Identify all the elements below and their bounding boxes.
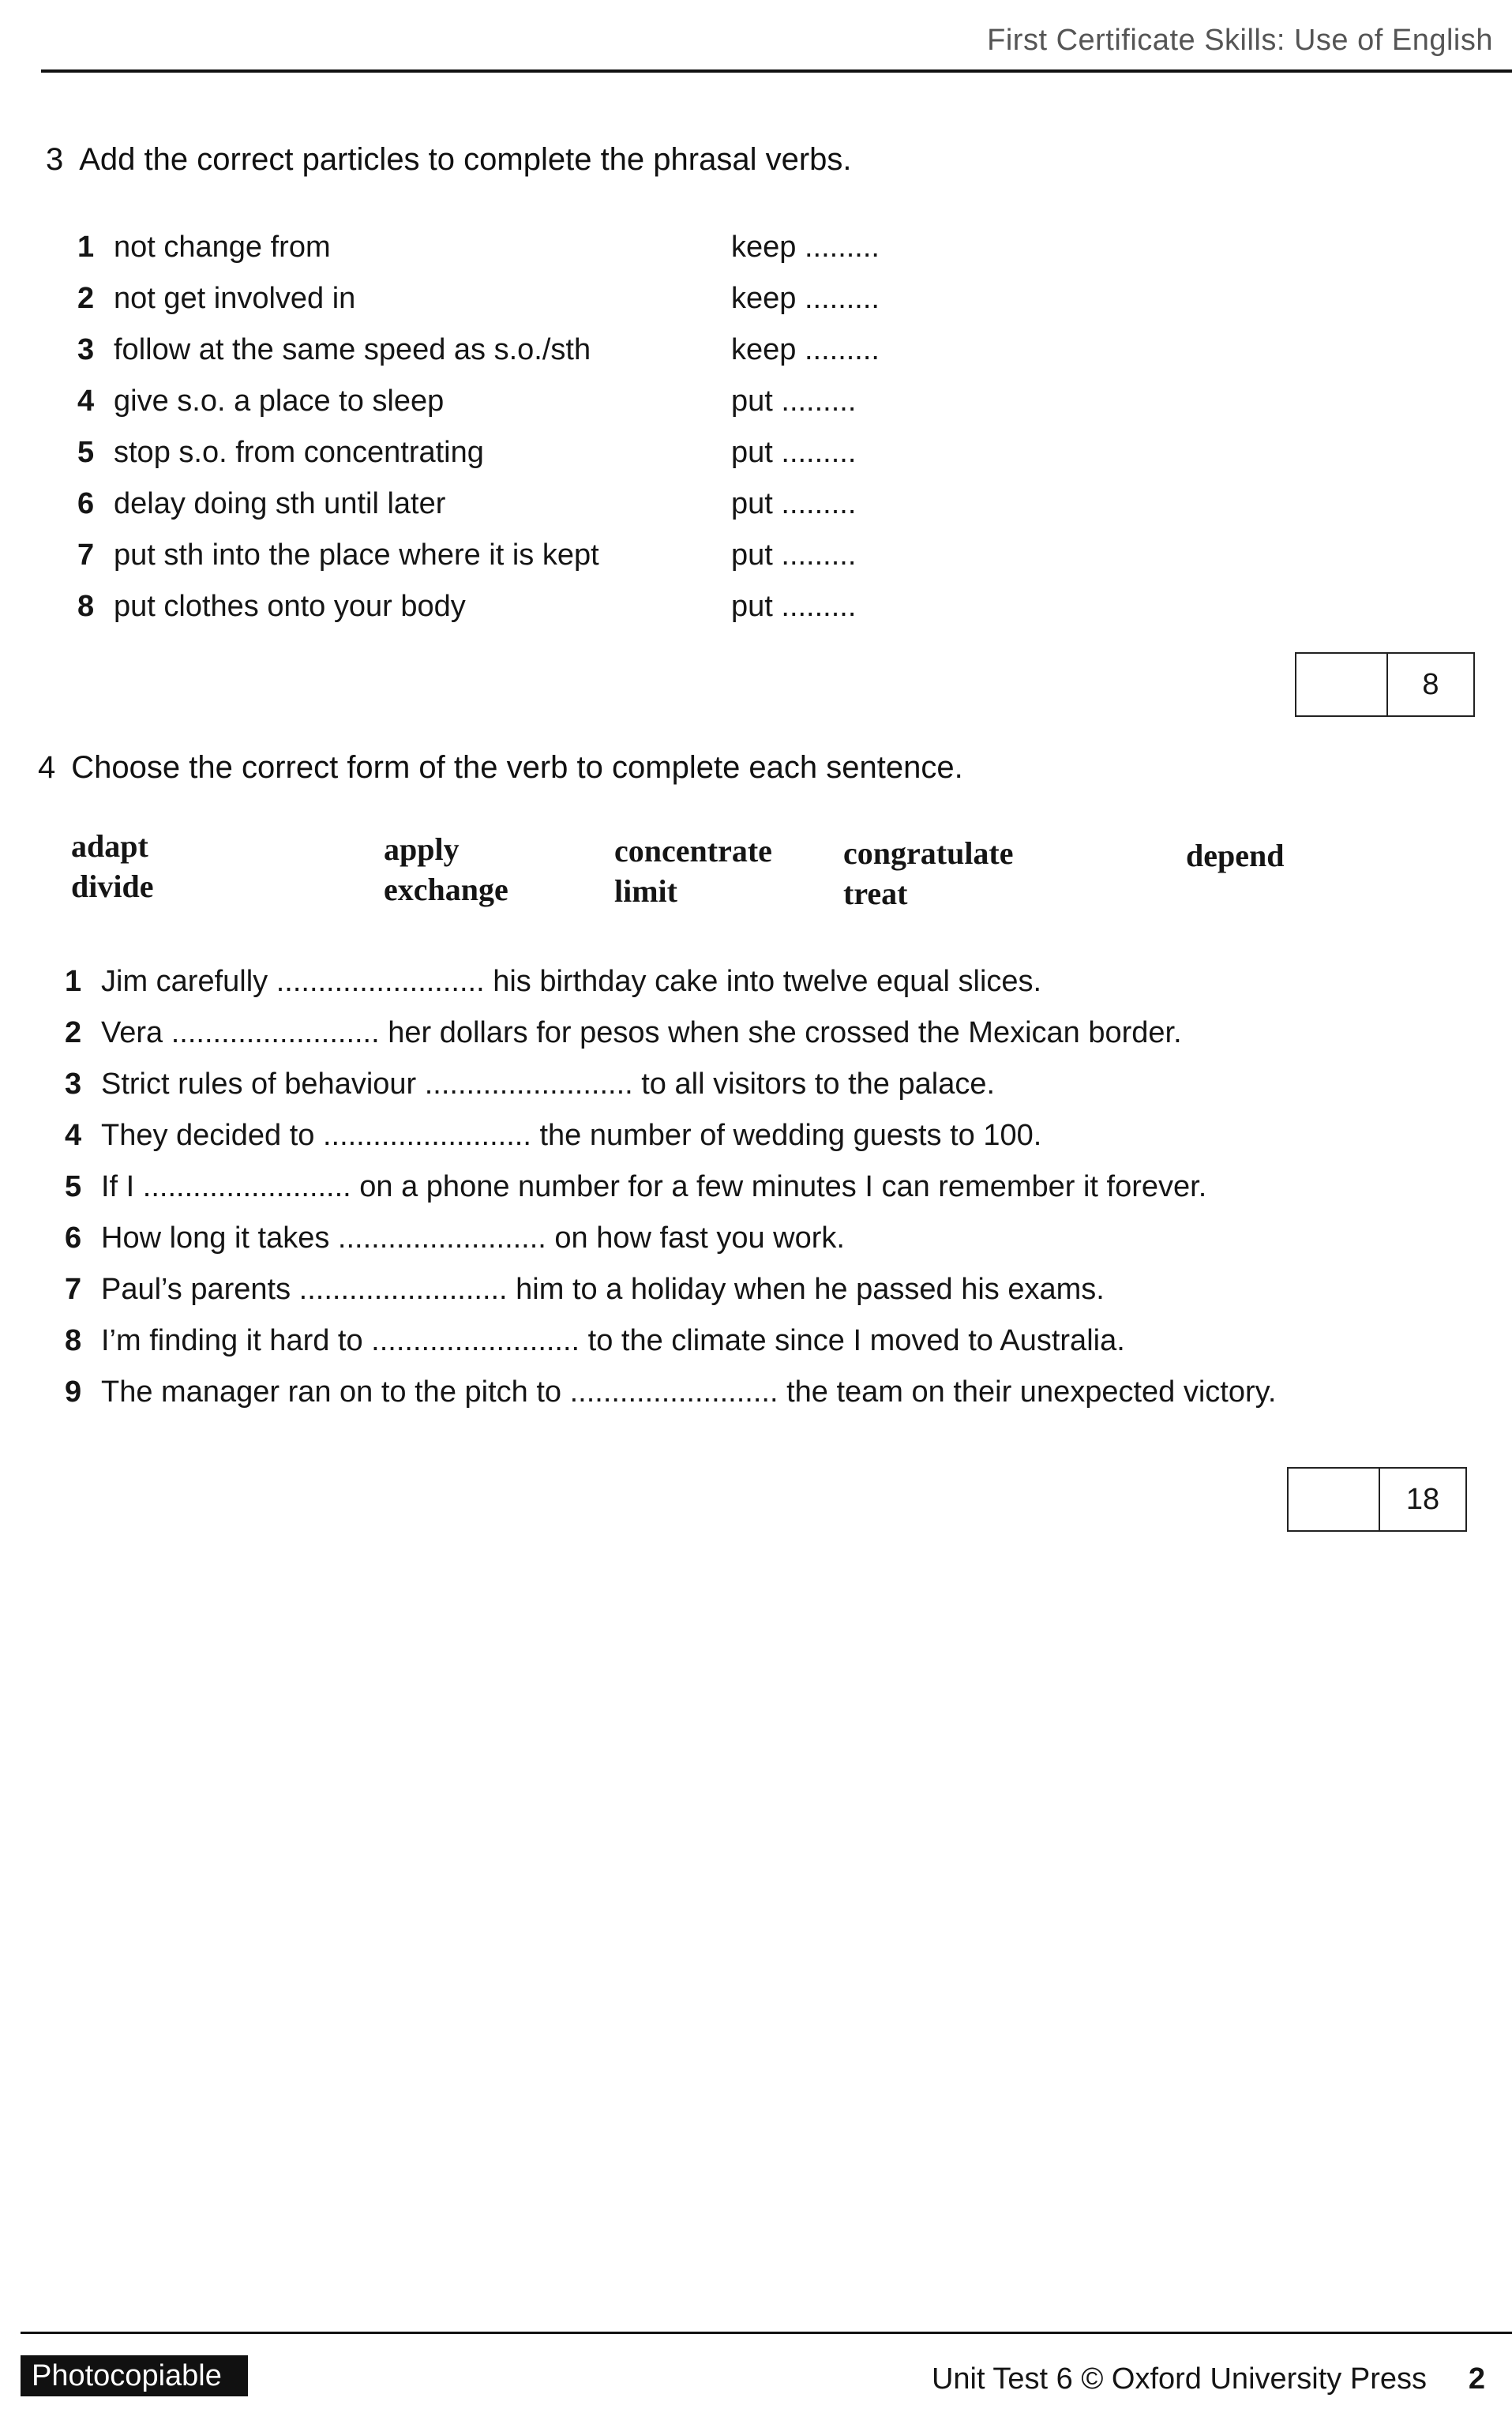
item-sentence: Vera ......................... her dollars for pesos when she crossed the Mexican border. bbox=[101, 1016, 1182, 1049]
item-sentence: The manager ran on to the pitch to ......................... the team on their unexpected victory. bbox=[101, 1375, 1277, 1409]
list-item bbox=[77, 381, 1104, 421]
list-item bbox=[65, 1116, 1041, 1155]
item-answer-blank: put ......... bbox=[731, 590, 857, 623]
list-item bbox=[65, 1064, 995, 1104]
item-answer-blank: keep ......... bbox=[731, 231, 880, 264]
item-number: 9 bbox=[65, 1375, 82, 1409]
item-number: 5 bbox=[77, 436, 95, 469]
exercise-4-number: 4 bbox=[38, 750, 56, 785]
item-answer-blank: put ......... bbox=[731, 385, 857, 418]
list-item bbox=[65, 1270, 1105, 1309]
word-option: apply bbox=[384, 831, 460, 867]
item-number: 8 bbox=[65, 1324, 82, 1357]
list-item bbox=[77, 484, 1104, 523]
word-option: treat bbox=[843, 876, 908, 911]
score-input-box[interactable] bbox=[1296, 654, 1388, 715]
list-item bbox=[77, 330, 1104, 370]
item-number: 4 bbox=[77, 385, 95, 418]
item-answer-blank: put ......... bbox=[731, 487, 857, 520]
item-sentence: Paul’s parents ......................... him to a holiday when he passed his exams. bbox=[101, 1273, 1105, 1306]
footer-rule bbox=[21, 2332, 1512, 2334]
item-answer-blank: keep ......... bbox=[731, 282, 880, 315]
item-answer-blank: put ......... bbox=[731, 538, 857, 572]
item-number: 2 bbox=[65, 1016, 82, 1049]
list-item bbox=[77, 433, 1104, 472]
list-item bbox=[65, 1013, 1182, 1053]
exercise-3-title bbox=[46, 141, 852, 178]
photocopiable-badge: Photocopiable bbox=[21, 2355, 248, 2396]
item-definition: not get involved in bbox=[114, 282, 356, 315]
item-definition: not change from bbox=[114, 231, 331, 264]
running-header: First Certificate Skills: Use of English bbox=[987, 24, 1493, 57]
item-number: 5 bbox=[65, 1170, 82, 1203]
exercise-3-instruction: Add the correct particles to complete the phrasal verbs. bbox=[79, 142, 852, 177]
word-option: exchange bbox=[384, 872, 508, 907]
item-sentence: Strict rules of behaviour ......................... to all visitors to the palace. bbox=[101, 1068, 996, 1101]
item-number: 1 bbox=[77, 231, 95, 264]
list-item bbox=[65, 1372, 1276, 1412]
item-number: 3 bbox=[77, 333, 95, 366]
footer-credit: Unit Test 6 © Oxford University Press bbox=[931, 2362, 1427, 2396]
list-item bbox=[77, 279, 1104, 318]
item-sentence: I’m finding it hard to ......................... to the climate since I moved to Australia. bbox=[101, 1324, 1125, 1357]
item-sentence: They decided to ......................... the number of wedding guests to 100. bbox=[101, 1119, 1042, 1152]
item-number: 4 bbox=[65, 1119, 82, 1152]
exercise-4-score-box bbox=[1287, 1467, 1467, 1532]
item-sentence: Jim carefully ......................... his birthday cake into twelve equal slices. bbox=[101, 965, 1042, 998]
word-option: depend bbox=[1186, 838, 1285, 873]
item-definition: delay doing sth until later bbox=[114, 487, 446, 520]
page-number: 2 bbox=[1468, 2362, 1485, 2396]
item-definition: put clothes onto your body bbox=[114, 590, 466, 623]
exercise-3-number: 3 bbox=[46, 142, 64, 177]
item-number: 3 bbox=[65, 1068, 82, 1101]
item-number: 7 bbox=[77, 538, 95, 572]
item-number: 1 bbox=[65, 965, 82, 998]
word-option: congratulate bbox=[843, 835, 1014, 871]
word-option: concentrate bbox=[614, 833, 772, 869]
item-number: 6 bbox=[77, 487, 95, 520]
item-answer-blank: keep ......... bbox=[731, 333, 880, 366]
list-item bbox=[65, 1167, 1206, 1206]
header-rule bbox=[41, 69, 1512, 73]
item-number: 8 bbox=[77, 590, 95, 623]
word-option: divide bbox=[71, 869, 154, 904]
list-item bbox=[65, 962, 1041, 1001]
item-number: 2 bbox=[77, 282, 95, 315]
item-sentence: How long it takes ......................... on how fast you work. bbox=[101, 1221, 845, 1255]
list-item bbox=[65, 1321, 1125, 1360]
item-definition: stop s.o. from concentrating bbox=[114, 436, 484, 469]
list-item bbox=[65, 1218, 845, 1258]
item-definition: put sth into the place where it is kept bbox=[114, 538, 599, 572]
exercise-3-score-box bbox=[1295, 652, 1475, 717]
score-total: 18 bbox=[1405, 1482, 1440, 1516]
score-input-box[interactable] bbox=[1289, 1469, 1380, 1530]
list-item bbox=[77, 227, 1104, 267]
word-option: limit bbox=[614, 873, 677, 909]
item-sentence: If I ......................... on a phone number for a few minutes I can remember it forever. bbox=[101, 1170, 1207, 1203]
exercise-4-title bbox=[38, 749, 963, 786]
exercise-4-instruction: Choose the correct form of the verb to complete each sentence. bbox=[71, 750, 963, 785]
item-number: 6 bbox=[65, 1221, 82, 1255]
list-item bbox=[77, 535, 1104, 575]
score-total: 8 bbox=[1422, 667, 1439, 701]
word-option: adapt bbox=[71, 828, 148, 864]
item-definition: give s.o. a place to sleep bbox=[114, 385, 445, 418]
list-item bbox=[77, 587, 1104, 626]
item-answer-blank: put ......... bbox=[731, 436, 857, 469]
item-definition: follow at the same speed as s.o./sth bbox=[114, 333, 591, 366]
item-number: 7 bbox=[65, 1273, 82, 1306]
